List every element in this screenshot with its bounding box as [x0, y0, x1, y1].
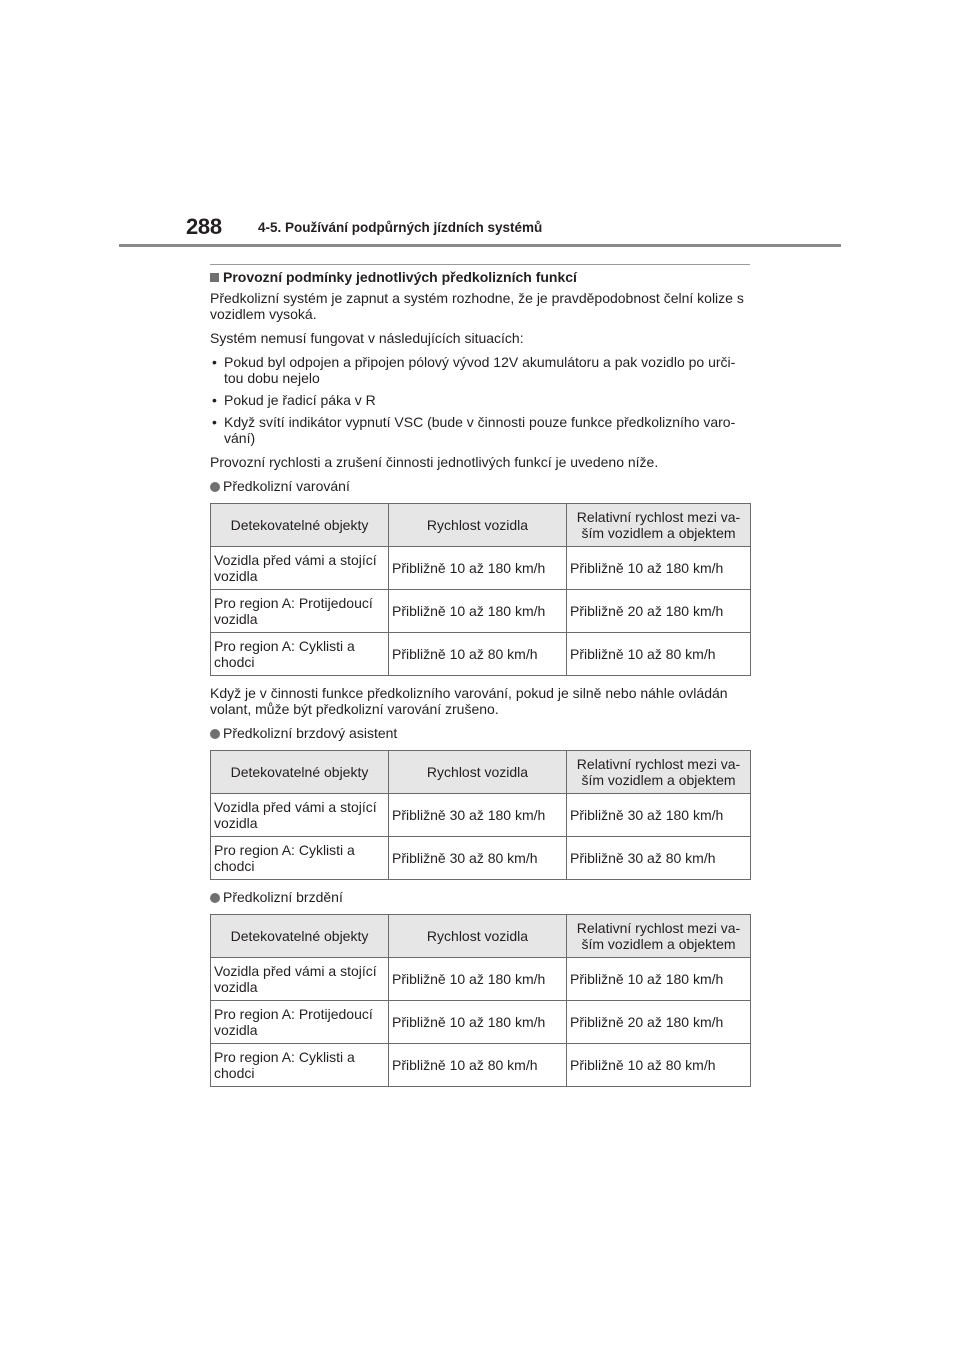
column-header-vehicle-speed: Rychlost vozidla	[389, 751, 567, 794]
table-cell: Přibližně 10 až 180 km/h	[389, 547, 567, 590]
table-cell: Přibližně 10 až 180 km/h	[389, 958, 567, 1001]
table-row	[211, 958, 751, 1001]
list-item-text: Když svítí indikátor vypnutí VSC (bude v činnosti pouze funkce předkolizního varo-vání)	[224, 414, 736, 446]
table-cell: Přibližně 30 až 80 km/h	[567, 837, 751, 880]
column-header-objects: Detekovatelné objekty	[211, 915, 389, 958]
section-divider	[210, 264, 750, 265]
table-cell: Přibližně 20 až 180 km/h	[567, 590, 751, 633]
table-row	[211, 547, 751, 590]
table-header-row	[211, 504, 751, 547]
table-cell: Přibližně 30 až 180 km/h	[389, 794, 567, 837]
list-item	[210, 414, 750, 446]
table-cell: Přibližně 30 až 180 km/h	[567, 794, 751, 837]
column-header-relative-speed: Relativní rychlost mezi va-ším vozidlem a objektem	[567, 504, 751, 547]
table-cell: Přibližně 30 až 80 km/h	[389, 837, 567, 880]
table-row	[211, 633, 751, 676]
circle-bullet-icon	[210, 893, 220, 903]
braking-heading-text: Předkolizní brzdění	[223, 889, 343, 905]
table-cell: Pro region A: Protijedoucí vozidla	[211, 1001, 389, 1044]
list-item-text: Pokud je řadicí páka v R	[224, 392, 376, 408]
column-header-objects: Detekovatelné objekty	[211, 751, 389, 794]
warning-note: Když je v činnosti funkce předkolizního varování, pokud je silně nebo náhle ovládán volant, může být předkolizní varování zrušeno.	[210, 685, 728, 717]
speeds-intro: Provozní rychlosti a zrušení činnosti jednotlivých funkcí je uvedeno níže.	[210, 454, 659, 470]
bullet-dot-icon: •	[212, 414, 217, 430]
table-cell: Přibližně 10 až 180 km/h	[567, 958, 751, 1001]
table-header-row	[211, 915, 751, 958]
table-cell: Pro region A: Protijedoucí vozidla	[211, 590, 389, 633]
column-header-vehicle-speed: Rychlost vozidla	[389, 504, 567, 547]
table-row	[211, 837, 751, 880]
intro-paragraph: Předkolizní systém je zapnut a systém rozhodne, že je pravděpodobnost čelní kolize s vozidlem vysoká.	[210, 290, 744, 322]
braking-table	[210, 914, 751, 1087]
table-cell: Vozidla před vámi a stojící vozidla	[211, 547, 389, 590]
table-cell: Přibližně 10 až 80 km/h	[567, 633, 751, 676]
table-cell: Vozidla před vámi a stojící vozidla	[211, 958, 389, 1001]
circle-bullet-icon	[210, 482, 220, 492]
table-cell: Přibližně 10 až 80 km/h	[567, 1044, 751, 1087]
column-header-relative-speed: Relativní rychlost mezi va-ším vozidlem a objektem	[567, 915, 751, 958]
list-item	[210, 392, 750, 408]
table-cell: Přibližně 10 až 180 km/h	[567, 547, 751, 590]
table-row	[211, 794, 751, 837]
table-cell: Přibližně 20 až 180 km/h	[567, 1001, 751, 1044]
list-item	[210, 354, 750, 386]
table-cell: Pro region A: Cyklisti a chodci	[211, 837, 389, 880]
column-header-objects: Detekovatelné objekty	[211, 504, 389, 547]
table-cell: Pro region A: Cyklisti a chodci	[211, 1044, 389, 1087]
section-heading-text: Provozní podmínky jednotlivých předkolizních funkcí	[223, 269, 577, 285]
list-item-text: Pokud byl odpojen a připojen pólový vývod 12V akumulátoru a pak vozidlo po urči-tou dobu nejelo	[224, 354, 736, 386]
table-cell: Přibližně 10 až 80 km/h	[389, 633, 567, 676]
chapter-title: 4-5. Používání podpůrných jízdních systémů	[258, 220, 543, 235]
brake-assist-table	[210, 750, 751, 880]
table-cell: Vozidla před vámi a stojící vozidla	[211, 794, 389, 837]
table-cell: Pro region A: Cyklisti a chodci	[211, 633, 389, 676]
table-cell: Přibližně 10 až 80 km/h	[389, 1044, 567, 1087]
warning-heading-text: Předkolizní varování	[223, 478, 350, 494]
circle-bullet-icon	[210, 729, 220, 739]
table-row	[211, 590, 751, 633]
page-content	[210, 264, 750, 1096]
warning-heading	[210, 478, 750, 495]
braking-heading	[210, 889, 750, 906]
brake-assist-heading-text: Předkolizní brzdový asistent	[223, 725, 398, 741]
section-heading	[210, 269, 750, 286]
table-cell: Přibližně 10 až 180 km/h	[389, 590, 567, 633]
header-rule	[119, 244, 841, 247]
table-row	[211, 1001, 751, 1044]
conditions-intro: Systém nemusí fungovat v následujících situacích:	[210, 330, 524, 346]
bullet-dot-icon: •	[212, 392, 217, 408]
brake-assist-heading	[210, 725, 750, 742]
warning-table	[210, 503, 751, 676]
conditions-list	[210, 354, 750, 446]
page-number: 288	[186, 214, 222, 239]
square-bullet-icon	[210, 273, 219, 282]
table-cell: Přibližně 10 až 180 km/h	[389, 1001, 567, 1044]
table-header-row	[211, 751, 751, 794]
column-header-relative-speed: Relativní rychlost mezi va-ším vozidlem a objektem	[567, 751, 751, 794]
bullet-dot-icon: •	[212, 354, 217, 370]
column-header-vehicle-speed: Rychlost vozidla	[389, 915, 567, 958]
table-row	[211, 1044, 751, 1087]
